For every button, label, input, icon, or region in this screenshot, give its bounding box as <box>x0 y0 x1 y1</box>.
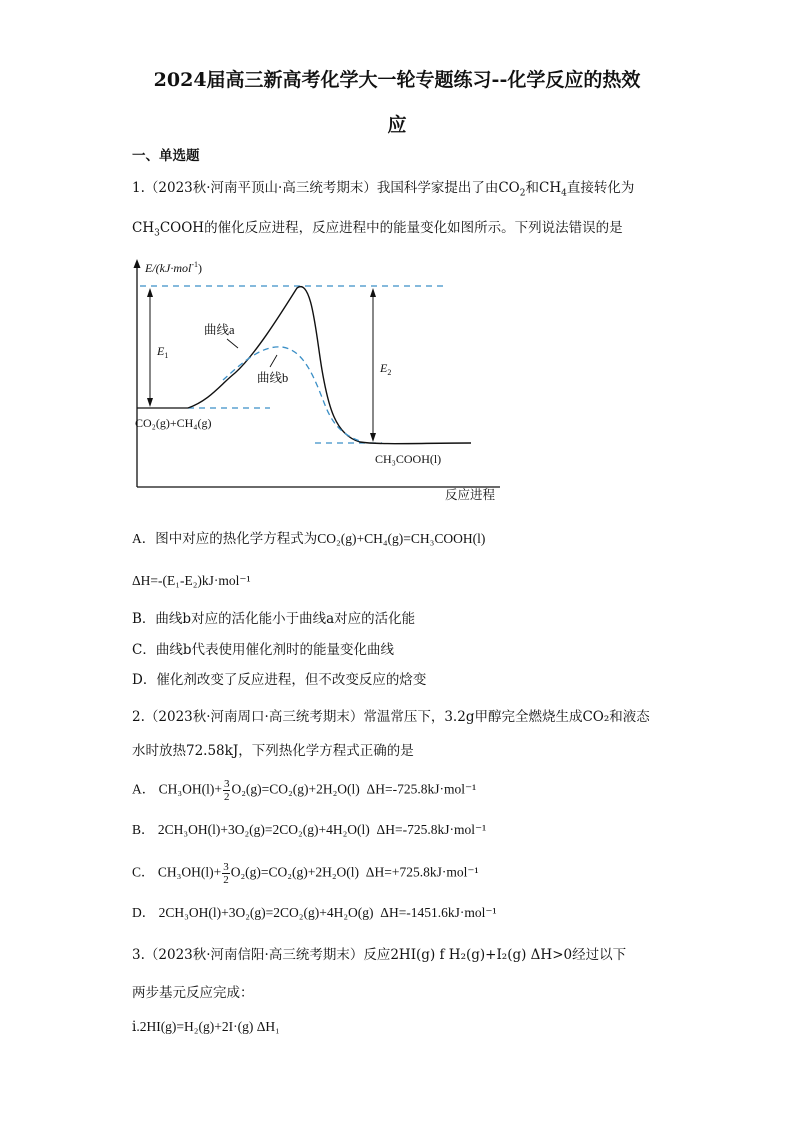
fraction-3-2: $\frac{3}{2}$ <box>223 778 230 803</box>
q1-number: 1. <box>132 180 145 196</box>
q3-stem: 反应2HI(g) f H₂(g)+I₂(g) ΔH>0经过以下 <box>363 947 627 963</box>
q1-option-d-text: 催化剂改变了反应进程，但不改变反应的焓变 <box>156 672 427 688</box>
q3-stem-line1 <box>132 945 626 965</box>
curve-a-pointer <box>227 339 238 348</box>
q2-stem-line1 <box>132 707 650 727</box>
q1-source: （2023秋·河南平顶山·高三统考期末） <box>144 180 377 196</box>
curve-a-label: 曲线a <box>204 323 235 337</box>
q2-option-d[interactable]: D． 2CH₃OH(l)+3O₂(g)=2CO₂(g)+4H₂O(g) ΔH=-1451.6kJ·mol⁻¹ <box>132 905 497 920</box>
e2-arrow-top <box>370 288 376 297</box>
product-label: CH₃COOH(l) <box>375 452 442 466</box>
q1-stem-line2: $CH_3COOH$的催化反应进程，反应进程中的能量变化如图所示。下列说法错误的是 <box>132 220 623 239</box>
q1-option-a-text: 图中对应的热化学方程式为CO₂(g)+CH₄(g)=CH₃COOH(l) <box>155 531 486 546</box>
e2-arrow-bottom <box>370 433 376 442</box>
e1-arrow-bottom <box>147 398 153 407</box>
q1-option-d[interactable]: D．催化剂改变了反应进程，但不改变反应的焓变 <box>132 672 427 688</box>
q2-option-c[interactable]: C． CH₃OH(l)+ $\frac{3}{2}$ O₂(g)=CO₂(g)+2H₂O(l) ΔH=+725.8kJ·mol⁻¹ <box>132 861 479 886</box>
curve-a <box>188 287 471 444</box>
q1-option-b-text: 曲线b对应的活化能小于曲线a对应的活化能 <box>155 611 416 627</box>
e1-label: $E_1$ <box>157 344 169 360</box>
q3-number: 3. <box>132 947 145 963</box>
x-axis-label: 反应进程 <box>445 488 496 502</box>
q2-option-a-dh: ΔH=-725.8kJ·mol⁻¹ <box>366 781 477 797</box>
q1-option-b[interactable]: B．曲线b对应的活化能小于曲线a对应的活化能 <box>132 611 416 627</box>
curve-b-label: 曲线b <box>257 371 289 385</box>
reactant-label: CO₂(g)+CH₄(g) <box>135 416 212 430</box>
document-title-line2: 应 <box>387 114 407 136</box>
section-heading: 一、单选题 <box>132 148 200 164</box>
q1-option-c[interactable]: C．曲线b代表使用催化剂时的能量变化曲线 <box>132 642 394 658</box>
document-title-line1: 2024届高三新高考化学大一轮专题练习--化学反应的热效 <box>153 69 641 91</box>
e1-arrow-top <box>147 288 153 297</box>
q2-source: （2023秋·河南周口·高三统考期末） <box>144 709 364 725</box>
curve-b-pointer <box>270 355 277 367</box>
q1-stem-a: 我国科学家提出了由CO <box>376 180 520 196</box>
q1-stem-b: 和CH <box>525 180 562 196</box>
energy-diagram <box>120 255 520 510</box>
fraction-3-2: $\frac{3}{2}$ <box>223 861 229 886</box>
e2-label: $E_2$ <box>380 361 392 377</box>
q1-option-a[interactable] <box>132 529 485 549</box>
q1-option-c-text: 曲线b代表使用催化剂时的能量变化曲线 <box>155 642 394 658</box>
q3-stem-line2: 两步基元反应完成： <box>132 985 254 1001</box>
q1-stem-line2-rest: COOH的催化反应进程，反应进程中的能量变化如图所示。下列说法错误的是 <box>159 220 623 236</box>
q1-stem-line1: 1.（2023秋·河南平顶山·高三统考期末）我国科学家提出了由$CO_2$和$CH_4$直接转化为 <box>132 180 635 199</box>
q1-option-a-dh: ΔH=-(E₁-E₂)kJ·mol⁻¹ <box>132 573 251 588</box>
q3-source: （2023秋·河南信阳·高三统考期末） <box>144 947 364 963</box>
q2-option-b-dh: ΔH=-725.8kJ·mol⁻¹ <box>376 822 487 837</box>
q1-stem-c: 直接转化为 <box>566 180 635 196</box>
y-axis-arrow <box>134 259 141 268</box>
q2-option-c-dh: ΔH=+725.8kJ·mol⁻¹ <box>365 864 479 880</box>
q3-step-i: ⅰ.2HI(g)=H₂(g)+2I·(g) ΔH₁ <box>132 1019 280 1034</box>
q1-option-a-letter: A． <box>132 531 156 546</box>
y-axis-label: E/(kJ·mol$^{-1}$) <box>145 260 202 275</box>
q2-option-b[interactable]: B． 2CH₃OH(l)+3O₂(g)=2CO₂(g)+4H₂O(l) ΔH=-725.8kJ·mol⁻¹ <box>132 822 487 837</box>
q2-option-d-dh: ΔH=-1451.6kJ·mol⁻¹ <box>380 905 497 920</box>
q2-option-a[interactable]: A． CH₃OH(l)+ $\frac{3}{2}$ O₂(g)=CO₂(g)+2H₂O(l) ΔH=-725.8kJ·mol⁻¹ <box>132 778 477 803</box>
q2-stem: 常温常压下，3.2g甲醇完全燃烧生成CO₂和液态 <box>363 709 650 725</box>
q2-number: 2. <box>132 709 145 725</box>
q2-stem-line2: 水时放热72.58kJ，下列热化学方程式正确的是 <box>132 743 414 759</box>
